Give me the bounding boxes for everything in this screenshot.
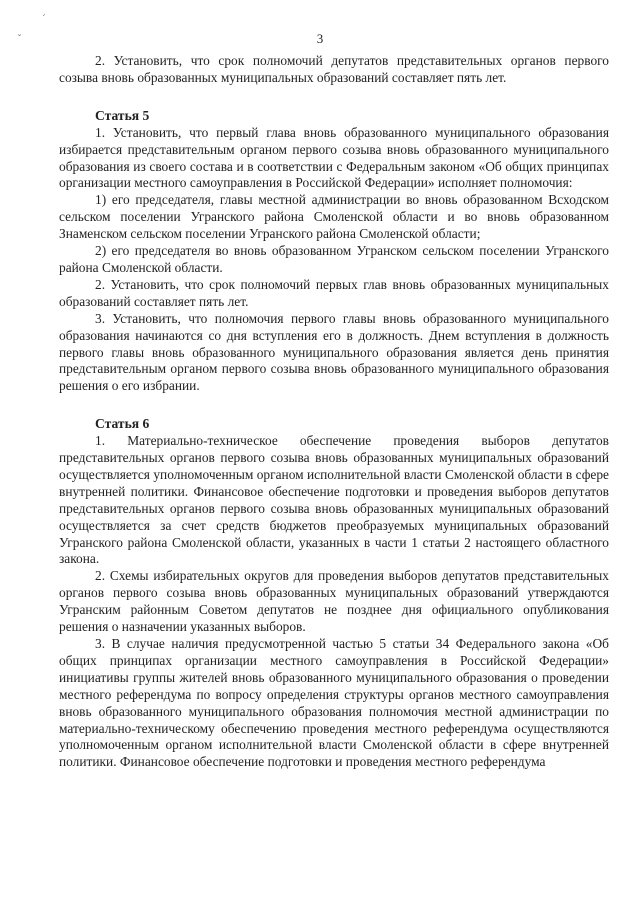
article-6-paragraph-1: 1. Материально-техническое обеспечение проведения выборов депутатов представительных органов первого созыва вновь образованных муниципальных образований осуществляется уполномоченным органом исполнительной власти Смоленской области в сфере внутренней политики. Финансовое обеспечение подготовки и проведения выборов депутатов представительных органов первого созыва вновь образованных муниципальных образований осуществляется за счет средств бюджетов преобразуемых муниципальных образований Угранского района Смоленской области, указанных в части 1 статьи 2 настоящего областного закона.	[59, 433, 609, 567]
article-6-paragraph-2: 2. Схемы избирательных округов для проведения выборов депутатов представительных органов первого созыва вновь образованных муниципальных образований утверждаются Угранским районным Советом депутатов не позднее дня официального опубликования решения о назначении указанных выборов.	[59, 568, 609, 635]
article-5-paragraph-2: 2. Установить, что срок полномочий первых глав вновь образованных муниципальных образований составляет пять лет.	[59, 276, 609, 309]
margin-mark: ˇ	[17, 34, 22, 45]
paragraph-intro-2: 2. Установить, что срок полномочий депутатов представительных органов первого созыва вновь образованных муниципальных образований составляет пять лет.	[59, 53, 609, 85]
article-5-paragraph-3: 3. Установить, что полномочия первого главы вновь образованного муниципального образования начинаются со дня вступления его в должность. Днем вступления в должность первого главы вновь образованного муниципального образования является день принятия представительным органом первого созыва вновь образованного муниципального образования решения о его избрании.	[59, 310, 609, 394]
page-number: 3	[316, 31, 324, 46]
article-6-heading: Статья 6	[95, 416, 150, 432]
margin-mark: ˊ	[41, 14, 46, 25]
article-5-paragraph-1: 1. Установить, что первый глава вновь образованного муниципального образования избирается представительным органом первого созыва вновь образованного муниципального образования из своего состава и в соответствии с Федеральным законом «Об общих принципах организации местного самоуправления в Российской Федерации» исполняет полномочия:	[59, 124, 609, 191]
document-body	[59, 53, 609, 771]
article-6-paragraph-3: 3. В случае наличия предусмотренной частью 5 статьи 34 Федерального закона «Об общих принципах организации местного самоуправления в Российской Федерации» инициативы группы жителей вновь образованного муниципального образования о проведении местного референдума по вопросу определения структуры органов местного самоуправления вновь образованного муниципального образования полномочия местной администрации по материально-техническому обеспечению проведения местного референдума осуществляются уполномоченным органом исполнительной власти Смоленской области в сфере внутренней политики. Финансовое обеспечение подготовки и проведения местного референдума	[59, 636, 609, 770]
article-5-heading: Статья 5	[95, 107, 150, 123]
article-5-subitem-2: 2) его председателя во вновь образованном Угранском сельском поселении Угранского района Смоленской области.	[59, 243, 609, 275]
article-5-subitem-1: 1) его председателя, главы местной администрации во вновь образованном Всходском сельском поселении Угранского района Смоленской области и во вновь образованном Знаменском сельском поселении Угранского района Смоленской области;	[59, 192, 609, 242]
